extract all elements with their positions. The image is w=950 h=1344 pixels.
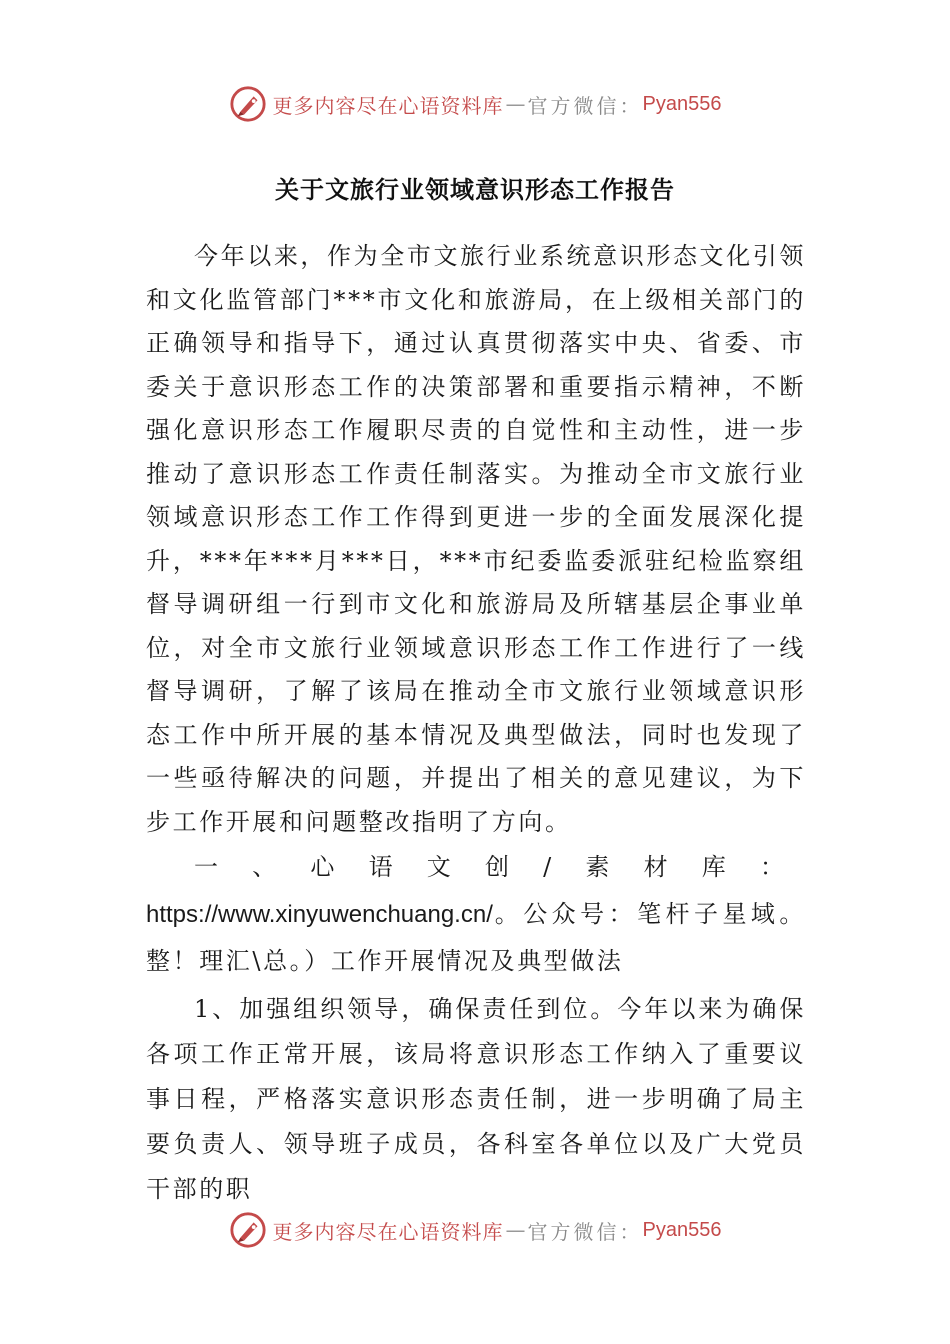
watermark-footer (0, 1208, 950, 1252)
watermark-brand: 更多内容尽在心语资料库 (272, 93, 504, 118)
watermark-separator: — (505, 1218, 526, 1242)
watermark-label: 官方微信： (527, 1219, 643, 1244)
heading-url-rest: www.xinyuwenchuang.cn/ (218, 901, 493, 928)
watermark-header (0, 82, 950, 126)
watermark-brand: 更多内容尽在心语资料库 (272, 1219, 504, 1244)
watermark-wechat-id: Pyan556 (642, 92, 722, 115)
pen-nib-logo-icon (229, 85, 267, 123)
paragraph-item-1: 1、加强组织领导，确保责任到位。今年以来为确保各项工作正常开展，该局将意识形态工作纳入了重要议事日程，严格落实意识形态责任制，进一步明确了局主要负责人、领导班子成员，各科室各单位以及广大党员干部的职 (146, 995, 806, 1203)
heading-tail: 。公众号：笔杆子星域。整！理汇\总。）工作开展情况及典型做法 (146, 900, 806, 975)
watermark-label: 官方微信： (527, 93, 643, 118)
section-heading (146, 844, 806, 985)
watermark-wechat-id: Pyan556 (642, 1218, 722, 1241)
heading-url-start: https:// (146, 901, 219, 928)
paragraph-intro: 今年以来，作为全市文旅行业系统意识形态文化引领和文化监管部门***市文化和旅游局，在上级相关部门的正确领导和指导下，通过认真贯彻落实中央、省委、市委关于意识形态工作的决策部署和重要指示精神，不断强化意识形态工作履职尽责的自觉性和主动性，进一步推动了意识形态工作责任制落实。为推动全市文旅行业领域意识形态工作工作得到更进一步的全面发展深化提升，***年***月***日，***市纪委监委派驻纪检监察组督导调研组一行到市文化和旅游局及所辖基层企事业单位，对全市文旅行业领域意识形态工作工作进行了一线督导调研，了解了该局在推动全市文旅行业领域意识形态工作中所开展的基本情况及典型做法，同时也发现了一些亟待解决的问题，并提出了相关的意见建议，为下步工作开展和问题整改指明了方向。 (146, 242, 806, 836)
watermark-separator: — (505, 92, 526, 116)
heading-prefix: 一、心语文创/素材库： (194, 853, 806, 881)
pen-nib-logo-icon (229, 1211, 267, 1249)
document-body (146, 235, 806, 1212)
document-title: 关于文旅行业领域意识形态工作报告 (275, 175, 675, 204)
